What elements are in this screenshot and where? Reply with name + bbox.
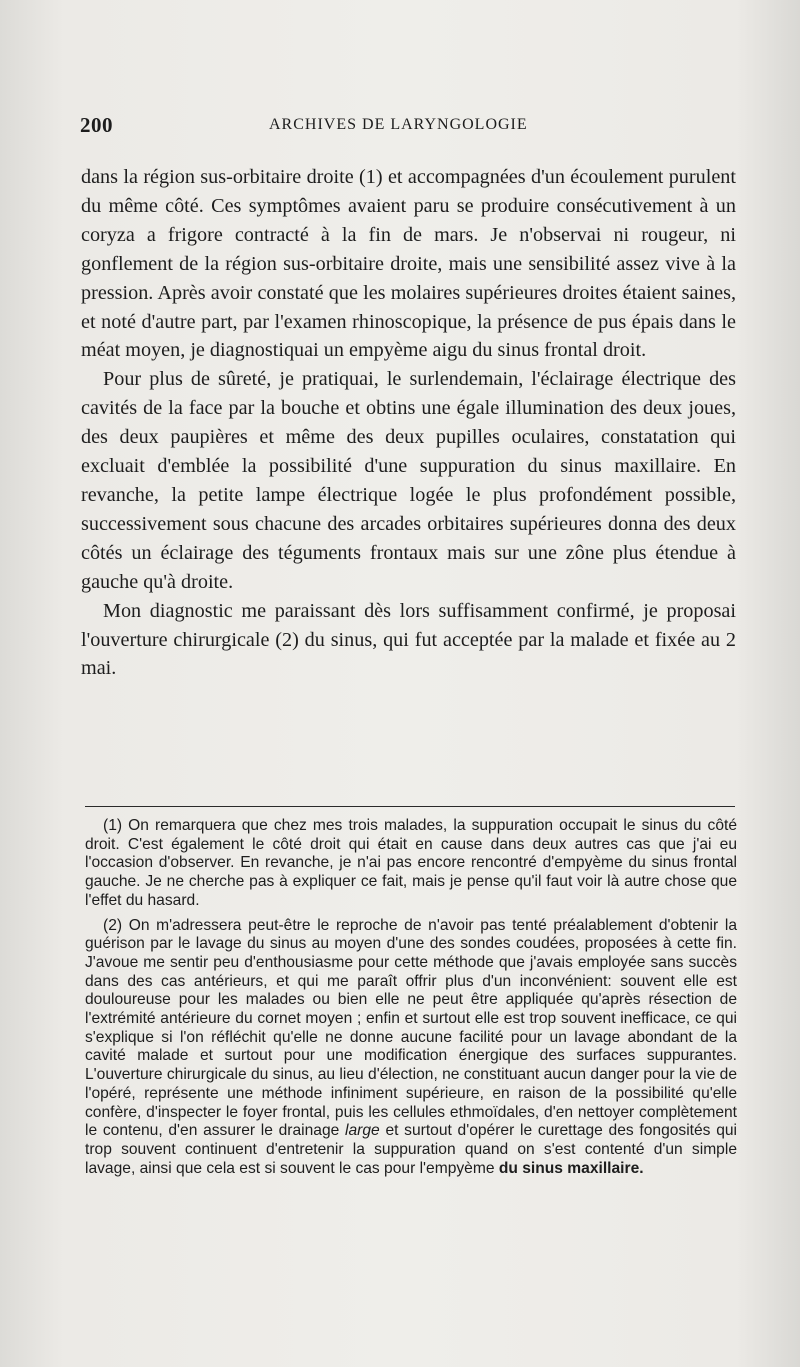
footnote-2-text: (2) On m'adressera peut-être le reproche de n'avoir pas tenté préalablement d'obtenir la guérison par le lavage du sinus au moyen d'une des sondes coudées, proposées à cette fin. J'avoue me sentir peu d'enthousiasme pour cette méthode que j'avais employée sans succès dans des cas antérieurs, et qui me paraît offrir plus d'un inconvénient: souvent elle est douloureuse pour les malades ou bien elle ne peut être appliquée qu'après résection de l'extrémité antérieure du cornet moyen ; enfin et surtout elle est trop souvent inefficace, ce qui s'explique si l'on réfléchit qu'elle ne donne aucune facilité pour un lavage abondant de la cavité malade et surtout pour une modification énergique des surfaces suppurantes. L'ouverture chirurgicale du sinus, au lieu d'élection, ne constituant aucun danger pour la vie de l'opéré, représente une méthode infiniment supérieure, en raison de la possibilité qu'elle confère, d'inspecter le foyer frontal, puis les cellules ethmoïdales, d'en nettoyer complètement le contenu, d'en assurer le drainage bbox=[85, 916, 737, 1140]
footnote-2-italic: large bbox=[345, 1122, 380, 1140]
footnote-1: (1) On remarquera que chez mes trois malades, la suppuration occupait le sinus du côté droit. C'est également le côté droit qui était en cause dans deux autres cas que j'ai eu l'occasion d'observer. En revanche, je n'ai pas encore rencontré d'empyème du sinus frontal gauche. Je ne cherche pas à expliquer ce fait, mais je pense qu'il faut voir là autre chose que l'effet du hasard. bbox=[85, 817, 737, 909]
paragraph-1: dans la région sus-orbitaire droite (1) et accompagnées d'un écoulement purulent du même côté. Ces symptômes avaient paru se produire consécutivement à un coryza a frigore contracté à la fin de mars. Je n'observai ni rougeur, ni gonflement de la région sus-orbitaire droite, mais une sensibilité assez vive à la pression. Après avoir constaté que les molaires supérieures droites étaient saines, et noté d'autre part, par l'examen rhinoscopique, la présence de pus épais dans le méat moyen, je diagnostiquai un empyème aigu du sinus frontal droit. bbox=[81, 166, 736, 362]
body-text bbox=[81, 163, 736, 683]
footnote-2-last: du sinus maxillaire. bbox=[498, 1159, 644, 1177]
running-title: ARCHIVES DE LARYNGOLOGIE bbox=[269, 116, 528, 133]
page-header bbox=[80, 113, 740, 143]
paragraph-3: Mon diagnostic me paraissant dès lors suffisamment confirmé, je proposai l'ouverture chirurgicale (2) du sinus, qui fut acceptée par la malade et fixée au 2 mai. bbox=[81, 599, 736, 680]
footnote-2-text-cont: et surtout d'opérer le curettage des fongosités qui trop souvent continuent d'entretenir la suppuration quand on s'est contenté d'un simple lavage, ainsi que cela est si souvent le cas pour l'empyème bbox=[85, 1122, 737, 1177]
paragraph-2: Pour plus de sûreté, je pratiquai, le surlendemain, l'éclairage électrique des cavités de la face par la bouche et obtins une égale illumination des deux joues, des deux paupières et même des deux pupilles oculaires, constatation qui excluait d'emblée la possibilité d'une suppuration du sinus maxillaire. En revanche, la petite lampe électrique logée le plus profondément possible, successivement sous chacune des arcades orbitaires supérieures donna des deux côtés un éclairage des téguments frontaux mais sur une zône plus étendue à gauche qu'à droite. bbox=[81, 368, 736, 593]
footnote-divider bbox=[85, 806, 735, 807]
footnote-2 bbox=[85, 917, 737, 1179]
footnotes bbox=[85, 817, 737, 1184]
page-number: 200 bbox=[80, 113, 113, 137]
